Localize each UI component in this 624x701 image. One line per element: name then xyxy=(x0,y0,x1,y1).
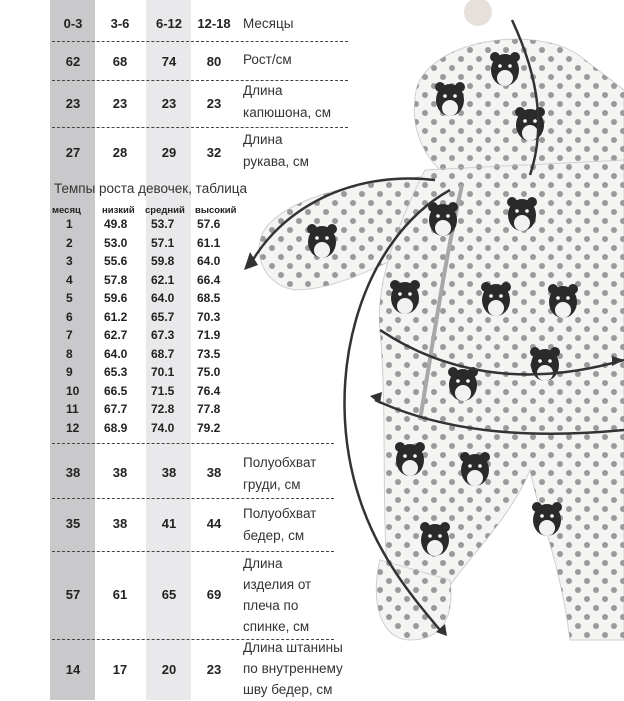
growth-cell-month: 12 xyxy=(66,420,80,435)
hips-val-3: 41 xyxy=(161,516,177,531)
inseam-val-4: 23 xyxy=(206,662,222,677)
growth-cell-low: 64.0 xyxy=(104,346,128,361)
divider xyxy=(52,551,334,552)
growth-cell-high: 61.1 xyxy=(197,235,221,250)
hood-val-1: 23 xyxy=(65,96,81,111)
hips-label-line-2: бедер, см xyxy=(243,528,305,543)
length-label-line-4: спинке, см xyxy=(243,619,310,634)
growth-cell-mid: 74.0 xyxy=(151,420,175,435)
length-label-line-2: изделия от xyxy=(243,577,312,592)
growth-cell-month: 6 xyxy=(66,309,73,324)
growth-cell-month: 3 xyxy=(66,254,73,268)
growth-cell-low: 53.0 xyxy=(104,235,128,250)
chest-val-3: 38 xyxy=(161,465,177,480)
hood-label-line-1: Длина xyxy=(243,83,283,98)
growth-cell-month: 10 xyxy=(66,383,80,398)
growth-cell-month: 4 xyxy=(66,272,73,287)
sleeve-label-line-2: рукава, см xyxy=(243,154,309,169)
divider xyxy=(52,41,348,42)
hips-label-line-1: Полуобхват xyxy=(243,506,317,521)
length-label-line-3: плеча по xyxy=(243,598,299,613)
growth-cell-mid: 68.7 xyxy=(151,346,175,361)
chest-label-line-1: Полуобхват xyxy=(243,455,317,470)
height-val-3: 74 xyxy=(161,54,177,69)
growth-cell-mid: 72.8 xyxy=(151,402,175,416)
hips-val-1: 35 xyxy=(65,516,81,531)
pompom xyxy=(464,0,492,26)
length-val-3: 65 xyxy=(161,587,177,602)
growth-cell-high: 76.4 xyxy=(197,383,221,398)
growth-cell-mid: 62.1 xyxy=(151,272,175,287)
sleeve-val-4: 32 xyxy=(206,145,222,160)
growth-cell-low: 59.6 xyxy=(104,291,128,305)
chest-val-2: 38 xyxy=(112,465,128,480)
growth-cell-low: 49.8 xyxy=(104,217,128,231)
growth-header-low: низкий xyxy=(102,205,135,216)
growth-cell-low: 62.7 xyxy=(104,328,128,342)
hood-label-line-2: капюшона, см xyxy=(243,105,331,120)
height-label: Рост/см xyxy=(243,52,292,67)
growth-cell-high: 71.9 xyxy=(197,328,221,342)
growth-cell-mid: 71.5 xyxy=(151,383,175,398)
length-val-2: 61 xyxy=(112,587,128,602)
hood-val-2: 23 xyxy=(112,96,128,111)
growth-cell-high: 57.6 xyxy=(197,217,221,231)
inseam-label-line-2: по внутреннему xyxy=(243,661,343,676)
divider xyxy=(52,498,334,499)
sleeve-val-3: 29 xyxy=(161,145,177,160)
inseam-val-1: 14 xyxy=(65,662,81,677)
growth-cell-mid: 53.7 xyxy=(151,217,175,231)
sleeve-label-line-1: Длина xyxy=(243,132,283,147)
growth-cell-low: 66.5 xyxy=(104,383,128,398)
size-col-1: 0-3 xyxy=(63,16,83,31)
growth-cell-high: 66.4 xyxy=(197,272,221,287)
height-val-1: 62 xyxy=(65,54,81,69)
sleeve-val-1: 27 xyxy=(65,145,81,160)
length-val-1: 57 xyxy=(65,587,81,602)
growth-cell-high: 77.8 xyxy=(197,402,221,416)
sleeve-val-2: 28 xyxy=(112,145,128,160)
growth-cell-low: 68.9 xyxy=(104,420,128,435)
height-val-2: 68 xyxy=(112,54,128,69)
growth-cell-low: 61.2 xyxy=(104,309,128,324)
growth-cell-month: 7 xyxy=(66,328,73,342)
growth-cell-mid: 59.8 xyxy=(151,254,175,268)
inseam-label-line-3: шву бедер, см xyxy=(243,682,333,697)
hips-val-2: 38 xyxy=(112,516,128,531)
size-col-3: 6-12 xyxy=(155,16,183,31)
growth-cell-mid: 67.3 xyxy=(151,328,175,342)
hips-val-4: 44 xyxy=(206,516,222,531)
growth-cell-low: 65.3 xyxy=(104,365,128,379)
growth-cell-mid: 65.7 xyxy=(151,309,175,324)
growth-cell-mid: 64.0 xyxy=(151,291,175,305)
growth-cell-mid: 70.1 xyxy=(151,365,175,379)
months-label: Месяцы xyxy=(243,16,294,31)
growth-cell-low: 55.6 xyxy=(104,254,128,268)
chest-val-4: 38 xyxy=(206,465,222,480)
growth-cell-high: 64.0 xyxy=(197,254,221,268)
growth-header-high: высокий xyxy=(195,205,237,216)
length-val-4: 69 xyxy=(206,587,222,602)
size-col-4: 12-18 xyxy=(197,16,231,31)
growth-cell-mid: 57.1 xyxy=(151,235,175,250)
divider xyxy=(52,443,334,444)
growth-cell-month: 11 xyxy=(66,402,79,416)
hood-val-4: 23 xyxy=(206,96,222,111)
size-col-2: 3-6 xyxy=(110,16,130,31)
growth-cell-high: 70.3 xyxy=(197,309,221,324)
growth-cell-month: 9 xyxy=(66,365,73,379)
hood-val-3: 23 xyxy=(161,96,177,111)
growth-cell-low: 67.7 xyxy=(104,402,128,416)
growth-cell-month: 1 xyxy=(66,217,73,231)
divider xyxy=(52,127,348,128)
growth-cell-month: 5 xyxy=(66,291,73,305)
growth-cell-low: 57.8 xyxy=(104,272,128,287)
divider xyxy=(52,80,348,81)
growth-header-month: месяц xyxy=(52,205,81,216)
growth-cell-high: 79.2 xyxy=(197,420,221,435)
growth-header-mid: средний xyxy=(145,205,185,216)
length-label-line-1: Длина xyxy=(243,556,283,571)
inseam-val-2: 17 xyxy=(112,662,128,677)
chest-label-line-2: груди, см xyxy=(243,477,301,492)
growth-cell-month: 2 xyxy=(66,235,73,250)
inseam-val-3: 20 xyxy=(161,662,177,677)
growth-cell-high: 75.0 xyxy=(197,365,221,379)
growth-table-title: Темпы роста девочек, таблица xyxy=(54,181,247,196)
growth-cell-high: 73.5 xyxy=(197,346,221,361)
growth-cell-month: 8 xyxy=(66,346,73,361)
inseam-label-line-1: Длина штанины xyxy=(243,640,343,655)
height-val-4: 80 xyxy=(206,54,222,69)
growth-cell-high: 68.5 xyxy=(197,291,221,305)
chest-val-1: 38 xyxy=(65,465,81,480)
